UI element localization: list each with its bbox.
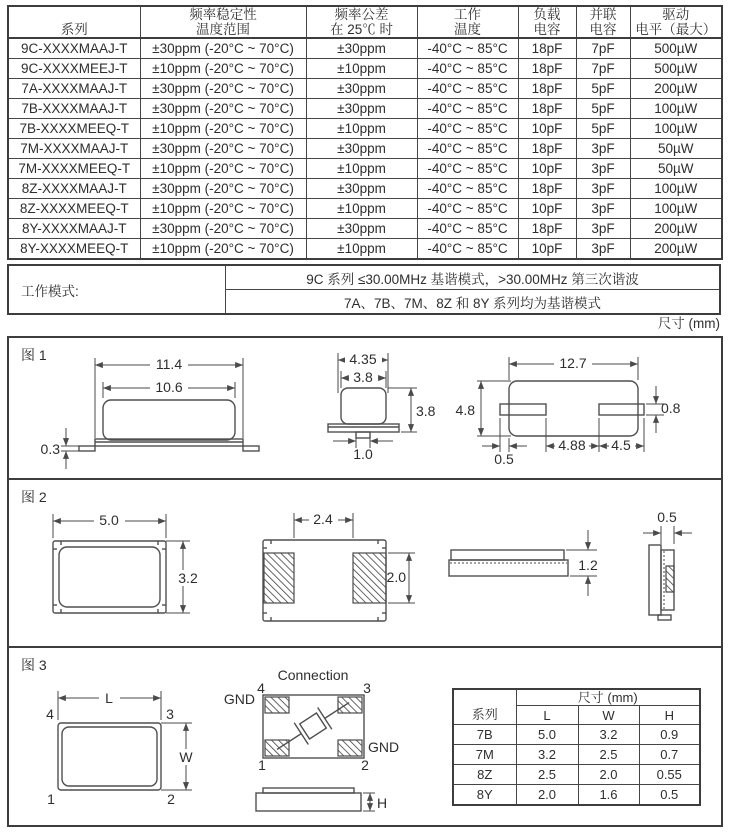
- table-row: [8, 79, 722, 99]
- dim-end-total-width: 4.35: [349, 351, 377, 367]
- spec-table-header: [8, 6, 722, 38]
- dim-height: 1.2: [578, 557, 598, 573]
- cell-l: 5.0: [516, 725, 578, 745]
- pin-1-label: 1: [258, 757, 266, 773]
- side-lid: [263, 788, 354, 793]
- cell-series: 8Y-XXXXMEEQ-T: [8, 239, 140, 260]
- dim-pad-gap: 2.4: [313, 511, 333, 527]
- solder-pad-right: [353, 553, 386, 603]
- cell-drive: 100µW: [630, 179, 722, 199]
- table-row: [453, 785, 700, 806]
- col-header-shunt-cap: 并联 电容: [576, 6, 630, 38]
- dim-length: 5.0: [99, 512, 119, 528]
- cell-load: 18pF: [518, 59, 576, 79]
- cell-drive: 50µW: [630, 139, 722, 159]
- col-header-tolerance: 频率公差 在 25℃ 时: [306, 6, 417, 38]
- cell-stability: ±10ppm (-20°C ~ 70°C): [140, 59, 306, 79]
- size-table-series-header: 系列: [453, 689, 516, 725]
- dim-end-body-width: 3.8: [353, 369, 373, 385]
- cell-tolerance: ±10ppm: [306, 119, 417, 139]
- gnd-label-bottom: GND: [368, 739, 400, 755]
- side-lid: [451, 550, 564, 560]
- size-table-col-h: H: [639, 706, 700, 725]
- figures-box: [7, 336, 723, 827]
- cell-stability: ±30ppm (-20°C ~ 70°C): [140, 139, 306, 159]
- pad-right: [599, 404, 644, 415]
- cell-series: 9C-XXXXMAAJ-T: [8, 38, 140, 59]
- corner-pad-4: [265, 697, 289, 713]
- operating-mode-table: [7, 264, 721, 315]
- cell-series: 7B-XXXXMEEQ-T: [8, 119, 140, 139]
- corner-pad-1: [265, 740, 289, 756]
- cell-temp: -40°C ~ 85°C: [417, 99, 518, 119]
- package-outline: [509, 381, 638, 436]
- cell-load: 10pF: [518, 119, 576, 139]
- cell-shunt: 5pF: [576, 99, 630, 119]
- pad-left: [500, 404, 546, 415]
- cell-series: 7B-XXXXMAAJ-T: [8, 99, 140, 119]
- table-row: [8, 239, 722, 260]
- cell-series: 7M: [453, 745, 516, 765]
- cell-tolerance: ±30ppm: [306, 79, 417, 99]
- cell-series: 8Z-XXXXMAAJ-T: [8, 179, 140, 199]
- col-header-drive-level: 驱动 电平（最大）: [630, 6, 722, 38]
- bottom-tab: [356, 432, 370, 438]
- dim-pad-length: 4.5: [611, 437, 631, 453]
- table-row: [8, 38, 722, 59]
- cell-shunt: 7pF: [576, 59, 630, 79]
- cell-temp: -40°C ~ 85°C: [417, 199, 518, 219]
- end-body: [649, 545, 661, 615]
- table-row: [8, 59, 722, 79]
- corner-pad-3: [338, 697, 362, 713]
- figure-3-section: [9, 646, 721, 827]
- table-row: [453, 765, 700, 785]
- col-header-op-temp: 工作 温度: [417, 6, 518, 38]
- cell-stability: ±30ppm (-20°C ~ 70°C): [140, 219, 306, 239]
- dim-total-width: 11.4: [155, 356, 183, 372]
- pin-2-label: 2: [361, 757, 369, 773]
- cell-shunt: 3pF: [576, 139, 630, 159]
- fig3-side-view: [256, 788, 387, 811]
- solder-pad-left: [264, 553, 294, 603]
- smd-lid: [59, 547, 160, 607]
- cell-temp: -40°C ~ 85°C: [417, 159, 518, 179]
- cell-temp: -40°C ~ 85°C: [417, 179, 518, 199]
- cell-l: 2.5: [516, 765, 578, 785]
- table-row: [8, 199, 722, 219]
- pin-4-label: 4: [257, 680, 265, 696]
- fig1-end-view: [328, 351, 436, 462]
- cell-series: 7M-XXXXMAAJ-T: [8, 139, 140, 159]
- dim-height-label: H: [377, 795, 388, 811]
- corner-pad-2: [338, 740, 362, 756]
- cell-stability: ±30ppm (-20°C ~ 70°C): [140, 79, 306, 99]
- end-tab: [658, 615, 671, 620]
- cell-l: 3.2: [516, 745, 578, 765]
- cell-drive: 100µW: [630, 99, 722, 119]
- dim-width: 3.2: [178, 570, 198, 586]
- cell-tolerance: ±10ppm: [306, 239, 417, 260]
- end-pad: [666, 566, 674, 592]
- cell-tolerance: ±10ppm: [306, 59, 417, 79]
- cell-shunt: 3pF: [576, 219, 630, 239]
- cell-tolerance: ±30ppm: [306, 179, 417, 199]
- cell-tolerance: ±10ppm: [306, 159, 417, 179]
- spec-table: [7, 5, 723, 260]
- figure-1-label: 图 1: [21, 347, 47, 363]
- package-lid: [62, 727, 157, 786]
- cell-load: 18pF: [518, 79, 576, 99]
- cell-w: 2.0: [578, 765, 639, 785]
- table-row: [8, 219, 722, 239]
- cell-drive: 100µW: [630, 119, 722, 139]
- cell-shunt: 3pF: [576, 239, 630, 260]
- col-header-series: 系列: [8, 6, 140, 38]
- gnd-label-top: GND: [223, 691, 255, 707]
- pin-4-label: 4: [46, 706, 54, 722]
- cell-temp: -40°C ~ 85°C: [417, 38, 518, 59]
- lead-right: [243, 446, 259, 451]
- size-table: [452, 688, 701, 806]
- cell-load: 10pF: [518, 199, 576, 219]
- cell-tolerance: ±30ppm: [306, 219, 417, 239]
- dim-pad-gap: 4.88: [558, 437, 586, 453]
- cell-w: 2.5: [578, 745, 639, 765]
- cell-h: 0.9: [639, 725, 700, 745]
- cell-load: 18pF: [518, 179, 576, 199]
- cell-series: 7A-XXXXMAAJ-T: [8, 79, 140, 99]
- lead-left: [79, 446, 95, 451]
- fig3-connection-diagram: [224, 667, 399, 773]
- cell-tolerance: ±30ppm: [306, 99, 417, 119]
- dim-length-label: L: [105, 690, 113, 706]
- fig2-bottom-view: [263, 511, 415, 621]
- cell-h: 0.7: [639, 745, 700, 765]
- cell-shunt: 5pF: [576, 79, 630, 99]
- col-header-load-cap: 负载 电容: [518, 6, 576, 38]
- figure-2-section: [9, 478, 721, 648]
- size-table-col-w: W: [578, 706, 639, 725]
- dim-width-label: W: [179, 749, 193, 765]
- cell-temp: -40°C ~ 85°C: [417, 59, 518, 79]
- fig2-top-view: [53, 512, 202, 613]
- fig1-side-view: [41, 356, 259, 469]
- crystal-can-body: [103, 400, 235, 440]
- cell-stability: ±10ppm (-20°C ~ 70°C): [140, 119, 306, 139]
- package-outline: [58, 723, 161, 790]
- cell-stability: ±30ppm (-20°C ~ 70°C): [140, 99, 306, 119]
- figure-1-drawing: [9, 338, 721, 478]
- fig3-top-view: [46, 690, 198, 807]
- cell-series: 7M-XXXXMEEQ-T: [8, 159, 140, 179]
- cell-load: 10pF: [518, 239, 576, 260]
- cell-temp: -40°C ~ 85°C: [417, 219, 518, 239]
- cell-series: 8Z: [453, 765, 516, 785]
- cell-w: 1.6: [578, 785, 639, 806]
- cell-load: 18pF: [518, 38, 576, 59]
- dim-end-width: 0.5: [657, 509, 677, 525]
- cell-shunt: 3pF: [576, 199, 630, 219]
- cell-series: 7B: [453, 725, 516, 745]
- cell-stability: ±30ppm (-20°C ~ 70°C): [140, 179, 306, 199]
- size-table-title: 尺寸 (mm): [516, 689, 700, 706]
- mode-line-2: 7A、7B、7M、8Z 和 8Y 系列均为基谐模式: [226, 290, 721, 315]
- cell-tolerance: ±10ppm: [306, 199, 417, 219]
- dim-lead-pitch: 1.0: [353, 446, 373, 462]
- dimensions-caption: 尺寸 (mm): [657, 316, 720, 331]
- cell-w: 3.2: [578, 725, 639, 745]
- cell-stability: ±10ppm (-20°C ~ 70°C): [140, 239, 306, 260]
- crystal-can-end: [341, 388, 386, 424]
- cell-stability: ±30ppm (-20°C ~ 70°C): [140, 38, 306, 59]
- cell-drive: 500µW: [630, 59, 722, 79]
- cell-temp: -40°C ~ 85°C: [417, 239, 518, 260]
- cell-series: 8Z-XXXXMEEQ-T: [8, 199, 140, 219]
- cell-series: 9C-XXXXMEEJ-T: [8, 59, 140, 79]
- connection-title: Connection: [277, 667, 349, 683]
- figure-3-label: 图 3: [21, 657, 47, 673]
- table-row: [8, 159, 722, 179]
- cell-shunt: 5pF: [576, 119, 630, 139]
- cell-h: 0.55: [639, 765, 700, 785]
- cell-drive: 200µW: [630, 219, 722, 239]
- cell-drive: 200µW: [630, 79, 722, 99]
- table-row: [8, 99, 722, 119]
- fig2-side-view: [449, 530, 598, 596]
- pin-2-label: 2: [167, 791, 175, 807]
- table-row: [453, 745, 700, 765]
- table-row: [8, 179, 722, 199]
- dim-body-width: 10.6: [155, 379, 183, 395]
- dim-lead-thickness: 0.3: [40, 441, 60, 457]
- cell-shunt: 3pF: [576, 179, 630, 199]
- table-row: [8, 119, 722, 139]
- cell-series: 8Y-XXXXMAAJ-T: [8, 219, 140, 239]
- cell-drive: 100µW: [630, 199, 722, 219]
- table-row: [453, 725, 700, 745]
- cell-load: 18pF: [518, 219, 576, 239]
- cell-drive: 500µW: [630, 38, 722, 59]
- dim-pad-height: 2.0: [386, 569, 406, 585]
- cell-l: 2.0: [516, 785, 578, 806]
- cell-load: 10pF: [518, 159, 576, 179]
- dim-pad-view-length: 12.7: [559, 355, 587, 371]
- figure-1-section: [9, 338, 721, 478]
- fig1-top-view: [456, 355, 681, 467]
- cell-load: 18pF: [518, 139, 576, 159]
- cell-temp: -40°C ~ 85°C: [417, 119, 518, 139]
- cell-load: 18pF: [518, 99, 576, 119]
- cell-tolerance: ±30ppm: [306, 38, 417, 59]
- pin-3-label: 3: [363, 680, 371, 696]
- size-table-col-l: L: [516, 706, 578, 725]
- mode-label: 工作模式:: [8, 265, 226, 314]
- dim-pad-view-height: 4.8: [455, 402, 475, 418]
- cell-stability: ±10ppm (-20°C ~ 70°C): [140, 199, 306, 219]
- dim-end-height: 3.8: [416, 403, 436, 419]
- side-base: [256, 793, 361, 811]
- dim-pad-offset: 0.5: [494, 451, 514, 467]
- fig2-end-view: [643, 509, 692, 620]
- pin-1-label: 1: [47, 791, 55, 807]
- pin-3-label: 3: [166, 706, 174, 722]
- cell-shunt: 3pF: [576, 159, 630, 179]
- table-row: [8, 139, 722, 159]
- cell-series: 8Y: [453, 785, 516, 806]
- cell-drive: 50µW: [630, 159, 722, 179]
- cell-temp: -40°C ~ 85°C: [417, 139, 518, 159]
- cell-stability: ±10ppm (-20°C ~ 70°C): [140, 159, 306, 179]
- side-base: [449, 560, 568, 576]
- figure-2-drawing: [9, 480, 721, 646]
- mode-line-1: 9C 系列 ≤30.00MHz 基谐模式，>30.00MHz 第三次谐波: [226, 265, 721, 290]
- dim-pad-height: 0.8: [661, 400, 681, 416]
- cell-tolerance: ±30ppm: [306, 139, 417, 159]
- cell-shunt: 7pF: [576, 38, 630, 59]
- cell-h: 0.5: [639, 785, 700, 806]
- crystal-base-end: [328, 424, 399, 432]
- col-header-stability: 频率稳定性 温度范围: [140, 6, 306, 38]
- figure-2-label: 图 2: [21, 489, 47, 505]
- cell-temp: -40°C ~ 85°C: [417, 79, 518, 99]
- smd-outline: [53, 541, 166, 613]
- cell-drive: 200µW: [630, 239, 722, 260]
